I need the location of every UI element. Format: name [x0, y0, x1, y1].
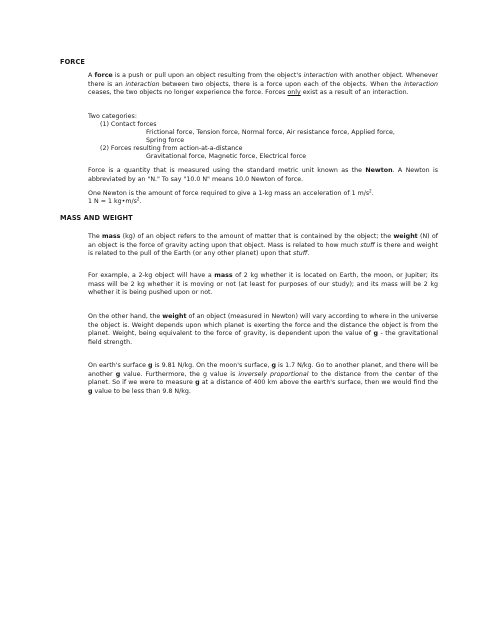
gravitational-field-paragraph: On earth's surface g is 9.81 N/kg. On the moon's surface, g is 1.7 N/kg. Go to another planet, and there will be another g value. Furthermore, the g value is inversely proportional to the distance from the center of the planet. So if we were to measure g at a distance of 400 km above the earth's surface, then we would find the g value to be less than 9.8 N/kg.	[88, 362, 438, 395]
newton-term: Newton	[365, 167, 393, 174]
category-contact-items-1: Frictional force, Tension force, Normal force, Air resistance force, Applied force,	[146, 129, 395, 136]
category-contact-items-2: Spring force	[146, 137, 185, 144]
mass-weight-heading: MASS AND WEIGHT	[60, 214, 133, 222]
category-distance-title: (2) Forces resulting from action-at-a-distance	[100, 145, 243, 152]
categories-title: Two categories:	[88, 113, 137, 120]
newton-definition-line: One Newton is the amount of force required to give a 1-kg mass an acceleration of 1 $m/s^2$.	[88, 188, 374, 197]
force-definition-paragraph: A force is a push or pull upon an object resulting from the object's interaction with another object. Whenever there is an interaction between two objects, there is a force upon each of the objects. When the interaction ceases, the two objects no longer experience the force. Forces only exist as a result of an interaction.	[88, 72, 439, 97]
mass-example-paragraph: For example, a 2-kg object will have a mass of 2 kg whether it is located on Earth, the moon, or Jupiter; its mass will be 2 kg whether it is moving or not (at least for purposes of our study); and its mass will be 2 kg whether it is being pushed upon or not.	[88, 272, 438, 297]
weight-term: weight	[393, 233, 418, 240]
category-contact-title: (1) Contact forces	[100, 121, 157, 128]
category-distance-items: Gravitational force, Magnetic force, Electrical force	[146, 153, 307, 160]
weight-paragraph: On the other hand, the weight of an object (measured in Newton) will vary according to where in the universe the object is. Weight depends upon which planet is exerting the force and the distance the object is from the planet. Weight, being equivalent to the force of gravity, is dependent upon the value of g - the gravitational field strength.	[88, 313, 439, 346]
force-heading: FORCE	[60, 58, 86, 66]
force-term: force	[94, 72, 113, 79]
mass-weight-definition-paragraph: The mass (kg) of an object refers to the amount of matter that is contained by the object; the weight (N) of an object is the force of gravity acting upon that object. Mass is related to how much stuff is there and weight is related to the pull of the Earth (or any other planet) upon that stuff.	[88, 233, 438, 258]
newton-paragraph: Force is a quantity that is measured using the standard metric unit known as the Newton. A Newton is abbreviated by an "N." To say "10.0 N" means 10.0 Newton of force.	[88, 167, 438, 183]
mass-term: mass	[102, 233, 121, 240]
newton-unit-line: 1 N = 1 $kg•m/s^2$.	[88, 196, 142, 205]
